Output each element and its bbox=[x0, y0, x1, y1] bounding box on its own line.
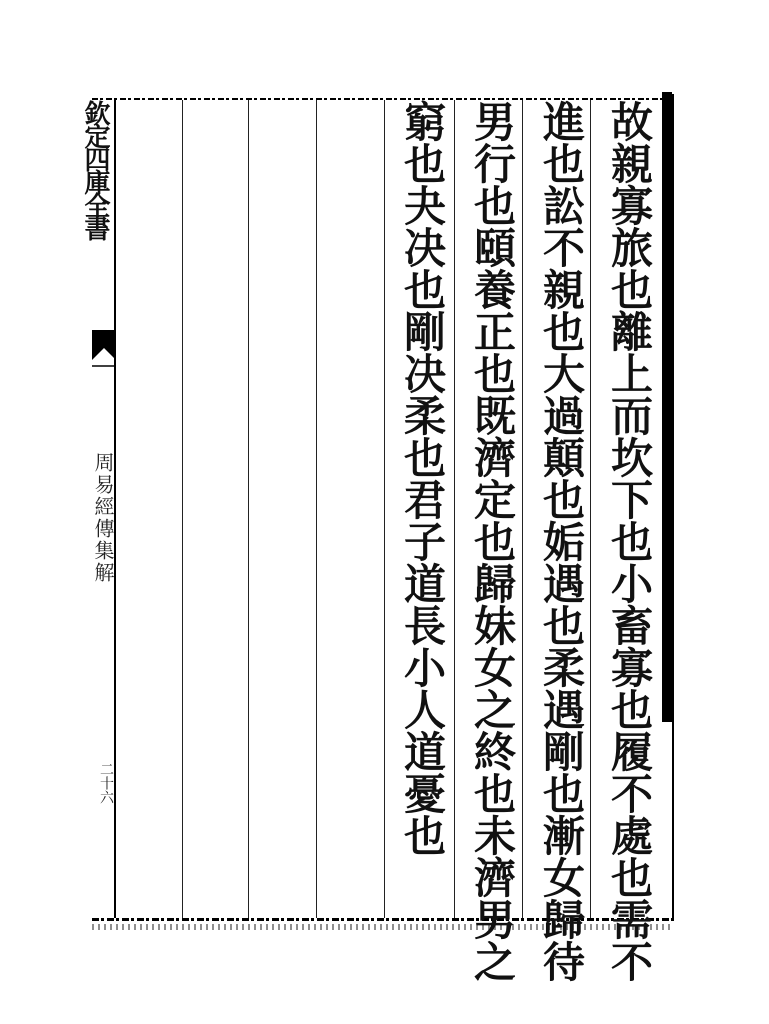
text-column-2: 進也訟不親也大過顛也姤遇也柔遇剛也漸女歸待 bbox=[537, 100, 586, 982]
text-column-1: 故親寡旅也離上而坎下也小畜寡也履不處也需不 bbox=[605, 100, 654, 982]
column-rule bbox=[522, 100, 523, 918]
column-rule bbox=[248, 100, 249, 918]
text-column-4: 窮也夬决也剛决柔也君子道長小人道憂也 bbox=[398, 100, 447, 856]
column-rule bbox=[316, 100, 317, 918]
fish-tail-ornament bbox=[92, 330, 116, 370]
right-edge-strip bbox=[662, 92, 672, 722]
column-rule bbox=[454, 100, 455, 918]
right-border bbox=[672, 94, 674, 920]
column-rule bbox=[182, 100, 183, 918]
column-rule bbox=[384, 100, 385, 918]
column-rule bbox=[590, 100, 591, 918]
text-column-3: 男行也頤養正也既濟定也歸妹女之終也未濟男之 bbox=[468, 100, 517, 982]
book-title: 周易經傳集解 bbox=[91, 452, 115, 584]
page-number: 二十六 bbox=[98, 762, 114, 804]
margin-title: 欽定四庫全書 bbox=[80, 100, 110, 238]
